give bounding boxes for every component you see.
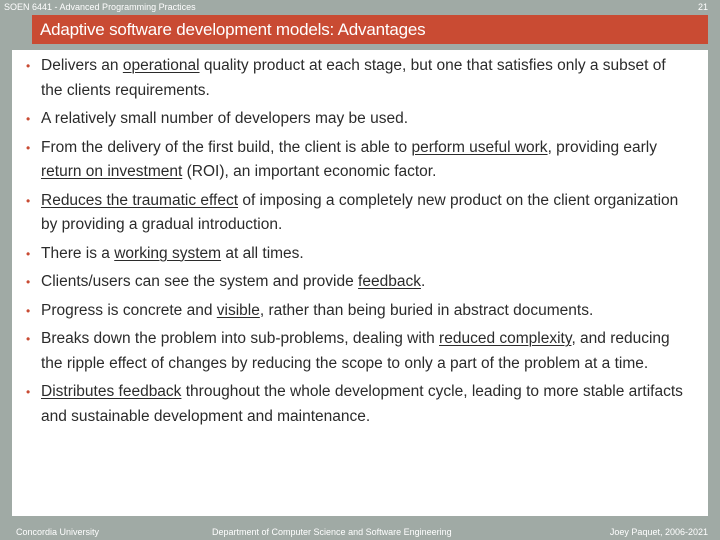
underlined-term: return on investment [41, 163, 183, 180]
bullet-item [28, 107, 688, 132]
bullet-text: at all times. [221, 244, 304, 262]
bullet-marker: • [26, 140, 31, 155]
underlined-term: reduced complexity [439, 330, 572, 347]
slide-number: 21 [697, 2, 708, 12]
underlined-term: operational [122, 57, 200, 74]
underlined-term: visible [216, 301, 260, 319]
slide-header [0, 0, 720, 14]
bullet-marker: • [26, 303, 31, 318]
course-title: SOEN 6441 - Advanced Programming Practices [4, 2, 196, 12]
bullet-item [28, 136, 688, 185]
bullet-text: of imposing a completely new product on the client organization by providing a gradual introduction. [41, 191, 679, 233]
slide-title: Adaptive software development models: Advantages [40, 20, 426, 39]
bullet-item [28, 242, 688, 267]
bullet-text: throughout the whole development cycle, leading to more stable artifacts and sustainable development and maintenance. [41, 383, 683, 425]
bullet-text: quality product at each stage, but one that satisfies only a subset of the clients requirements. [41, 57, 666, 99]
bullet-marker: • [26, 332, 31, 346]
bullet-marker: • [26, 246, 31, 261]
underlined-term: Distributes feedback [41, 383, 182, 400]
underlined-term: feedback [358, 273, 421, 290]
underlined-term: Reduces the traumatic effect [41, 191, 239, 209]
bullet-text: Clients/users can see the system and provide [41, 273, 359, 290]
title-bar [32, 15, 708, 44]
bullet-item [28, 327, 688, 376]
slide-footer [0, 524, 720, 540]
bullet-text: A relatively small number of developers may be used. [41, 110, 409, 127]
bullet-text: , rather than being buried in abstract documents. [259, 301, 594, 319]
underlined-term: working system [114, 244, 222, 262]
footer-department: Department of Computer Science and Software Engineering [212, 527, 452, 537]
bullet-item [28, 270, 688, 295]
bullet-marker: • [26, 59, 31, 73]
bullet-text: There is a [41, 244, 115, 262]
bullet-item [28, 189, 688, 238]
footer-university: Concordia University [16, 527, 100, 537]
bullet-item [28, 299, 688, 324]
bullet-text: Delivers an [41, 57, 123, 74]
bullet-list [28, 54, 688, 433]
bullet-text: . [420, 273, 426, 290]
bullet-marker: • [26, 193, 31, 208]
bullet-text: , and reducing the ripple effect of changes by reducing the scope to only a part of the problem at a time. [41, 330, 670, 372]
bullet-text: Progress is concrete and [41, 301, 217, 319]
bullet-text: , providing early [547, 138, 657, 156]
bullet-item [28, 54, 688, 103]
footer-author: Joey Paquet, 2006-2021 [609, 527, 708, 537]
bullet-marker: • [26, 385, 31, 399]
slide-content [12, 50, 708, 516]
bullet-text: From the delivery of the first build, the client is able to [41, 138, 412, 156]
bullet-marker: • [26, 275, 31, 289]
bullet-item [28, 380, 688, 429]
bullet-marker: • [26, 112, 31, 126]
bullet-text: Breaks down the problem into sub-problems, dealing with [41, 330, 440, 347]
underlined-term: perform useful work [411, 138, 548, 156]
bullet-text: (ROI), an important economic factor. [182, 163, 437, 180]
